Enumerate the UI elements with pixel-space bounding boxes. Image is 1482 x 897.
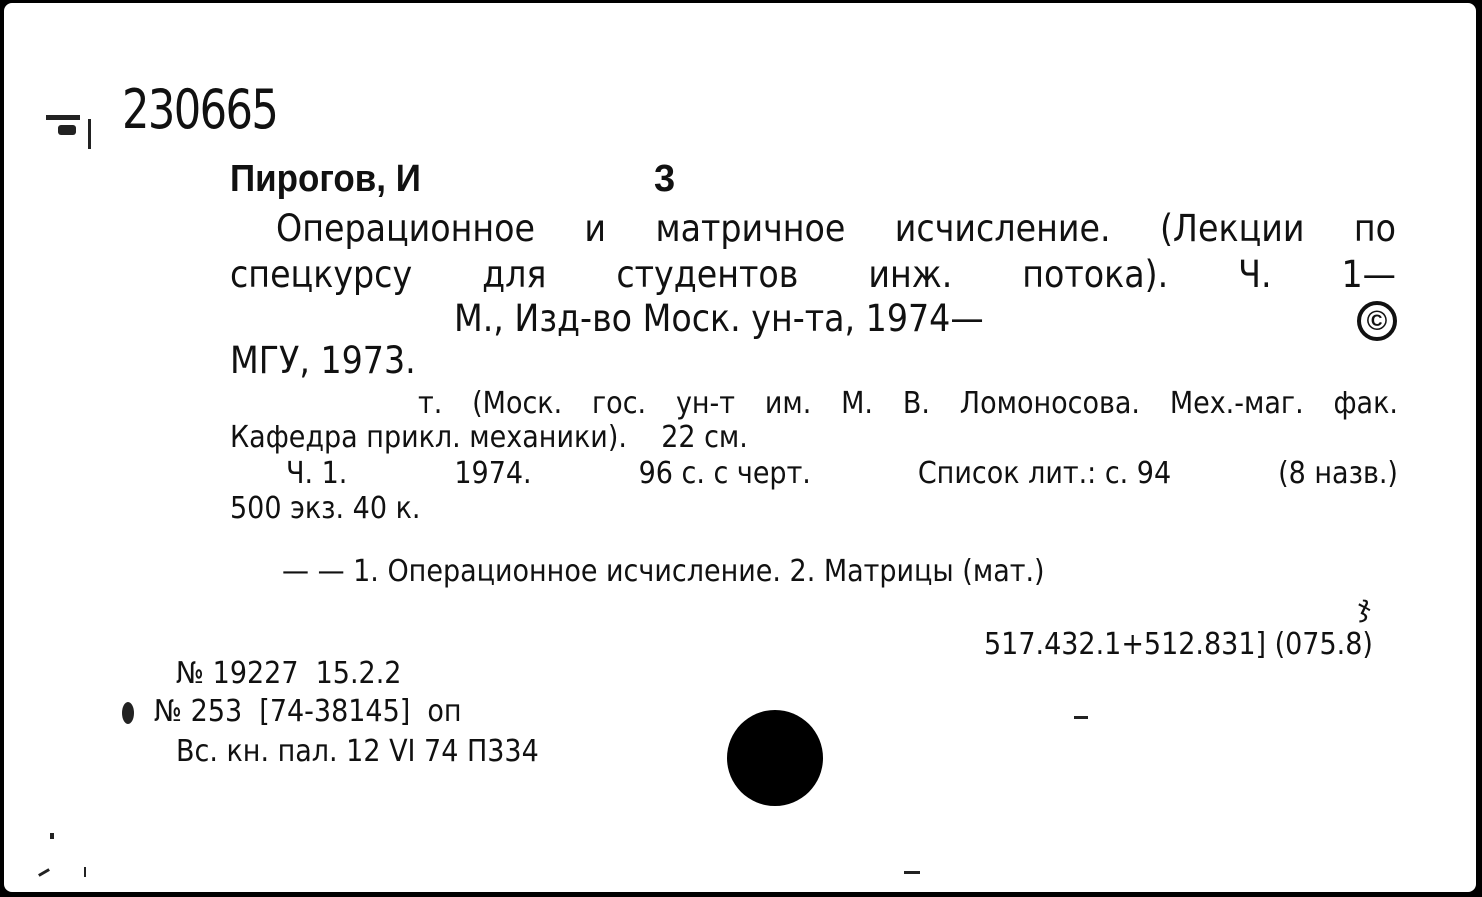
smudge-mark <box>1074 716 1088 719</box>
title-line-1: Операционное и матричное исчисление. (Лекции по <box>276 207 1396 250</box>
series-line-1: т. (Моск. гос. ун-т им. М. В. Ломоносова. Мех.-маг. фак. <box>418 386 1398 421</box>
punch-hole <box>727 710 823 806</box>
smudge-mark <box>50 833 54 839</box>
smudge-mark <box>904 871 920 874</box>
print-run: 500 экз. 40 к. <box>230 491 421 526</box>
stamp-mark <box>46 115 80 120</box>
subject-headings: — — 1. Операционное исчисление. 2. Матрицы (мат.) <box>282 554 1045 589</box>
udc-handwritten-mark: ჯ <box>1358 590 1371 623</box>
section-number: 3 <box>654 158 676 200</box>
part-description: Ч. 1. 1974. 96 с. с черт. Список лит.: с. 94 (8 назв.) <box>286 456 1398 491</box>
bullet-mark <box>122 702 134 724</box>
imprint-line: М., Изд-во Моск. ун-та, 1974— <box>454 297 984 340</box>
title-line-2: спецкурсу для студентов инж. потока). Ч. 1— <box>230 253 1396 296</box>
copyright-holder: МГУ, 1973. <box>230 339 416 382</box>
author-heading: Пирогов, И <box>230 158 421 200</box>
copyright-icon: © <box>1357 301 1397 341</box>
series-line-2: Кафедра прикл. механики). 22 см. <box>230 420 748 455</box>
registry-number: № 253 [74-38145] оп <box>154 694 462 729</box>
smudge-mark <box>84 867 86 877</box>
catalog-card <box>4 3 1476 892</box>
smudge-mark <box>38 868 50 877</box>
stamp-mark <box>88 119 91 149</box>
book-chamber-line: Вс. кн. пал. 12 VI 74 П334 <box>176 734 539 769</box>
order-number: № 19227 15.2.2 <box>176 656 402 691</box>
udc-classification: 517.432.1+512.831] (075.8) <box>984 627 1373 662</box>
stamp-mark <box>58 125 76 135</box>
handwritten-accession-number: 230665 <box>122 78 278 141</box>
